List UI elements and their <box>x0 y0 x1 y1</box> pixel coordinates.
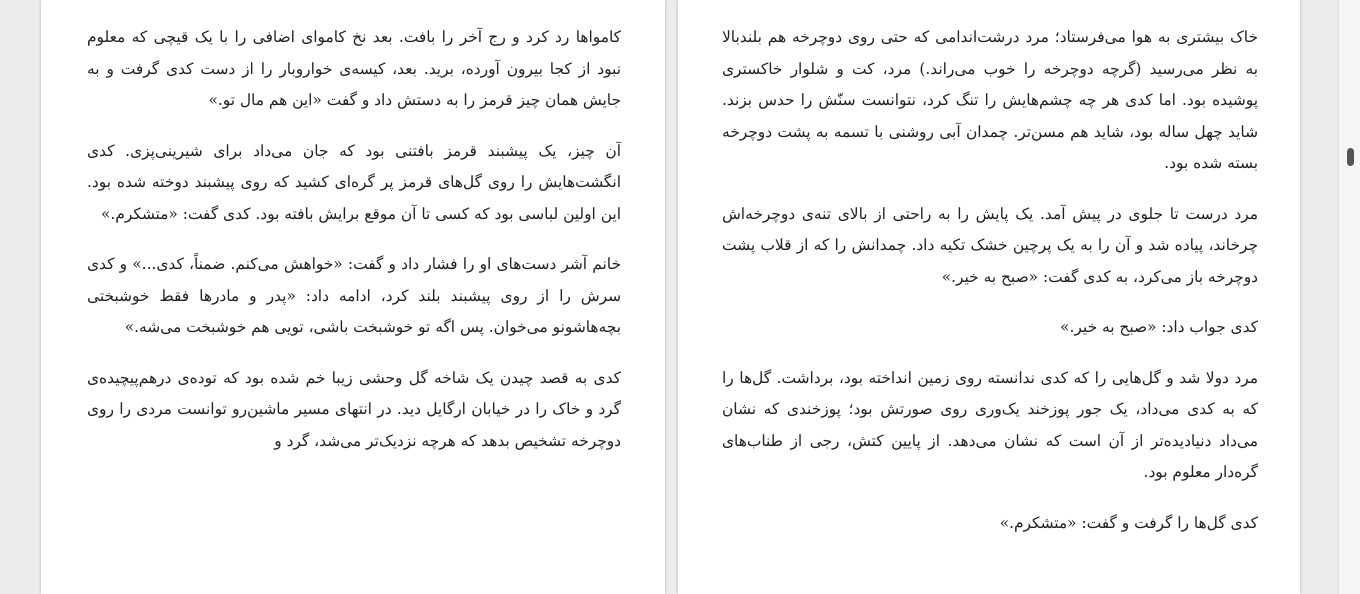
vertical-scrollbar[interactable] <box>1338 0 1360 594</box>
scrollbar-thumb[interactable] <box>1347 148 1354 166</box>
paragraph: مرد دولا شد و گل‌هایی را که کدی ندانسته روی زمین انداخته بود، برداشت. گل‌ها را که به کدی می‌داد، یک جور پوزخند یک‌وری روی صورتش بود؛ پوزخندی که نشان می‌داد دنیادیده‌تر از آن است که نشان می‌دهد. از پایین کتش، رجی از طناب‌های گره‌دار معلوم بود. <box>722 368 1258 481</box>
book-page-left <box>41 0 665 594</box>
paragraph: کدی به قصد چیدن یک شاخه گل وحشی زیبا خم شده بود که توده‌ی درهم‌پیچیده‌ی گرد و خاک را در خیابان ارگایل دید. در انتهای مسیر ماشین‌رو توانست مردی را روی دوچرخه تشخیص بدهد که هرچه نزدیک‌تر می‌شد، گرد و <box>87 368 621 450</box>
paragraph: کدی گل‌ها را گرفت و گفت: «متشکرم.» <box>999 513 1258 532</box>
paragraph: کدی جواب داد: «صبح به خیر.» <box>1060 318 1258 336</box>
paragraph: مرد درست تا جلوی در پیش آمد. یک پایش را به راحتی از بالای تنه‌ی دوچرخه‌اش چرخاند، پیاده شد و آن را به یک پرچین خشک تکیه داد. چمدانش را که از قلاب پشت دوچرخه باز می‌کرد، به کدی گفت: «صبح به خیر.» <box>722 204 1258 286</box>
paragraph: کامواها رد کرد و رج آخر را بافت. بعد نخ کاموای اضافی را با یک قیچی که معلوم نبود از کجا بیرون آورده، برید. بعد، کیسه‌ی خوارو‌بار را از دست کدی گرفت و به جایش همان چیز قرمز را به دستش داد و گفت «این هم مال تو.» <box>87 28 621 109</box>
book-page-right <box>678 0 1300 594</box>
paragraph: خاک بیشتری به هوا می‌فرستاد؛ مرد درشت‌اندامی که حتی روی دوچرخه هم بلندبالا به نظر می‌رسید (گرچه دوچرخه را خوب می‌راند.) مرد، کت و شلوار خاکستری پوشیده بود. اما کدی هر چه چشم‌هایش را تنگ کرد، نتوانست سنّش را حدس بزند. شاید چهل ساله بود، شاید هم مسن‌تر. چمدان آبی روشنی با تسمه به پشت دوچرخه بسته شده بود. <box>722 28 1258 172</box>
paragraph: خانم آشر دست‌های او را فشار داد و گفت: «خواهش می‌کنم. ضمناً، کدی...» و کدی سرش را از روی پیشبند بلند کرد، ادامه داد: «پدر و مادرها فقط خوشبختی بچه‌هاشونو می‌خوان. پس اگه تو خوشبخت باشی، تویی هم خوشبخت می‌شه.» <box>87 255 621 336</box>
paragraph: آن چیز، یک پیشبند قرمز بافتنی بود که جان می‌داد برای شیرینی‌پزی. کدی انگشت‌هایش را روی گل‌های قرمز پر گره‌ای کشید که روی پیشبند دوخته شده بود. این اولین لباسی بود که کسی تا آن موقع برایش بافته بود. کدی گفت: «متشکرم.» <box>87 141 621 223</box>
